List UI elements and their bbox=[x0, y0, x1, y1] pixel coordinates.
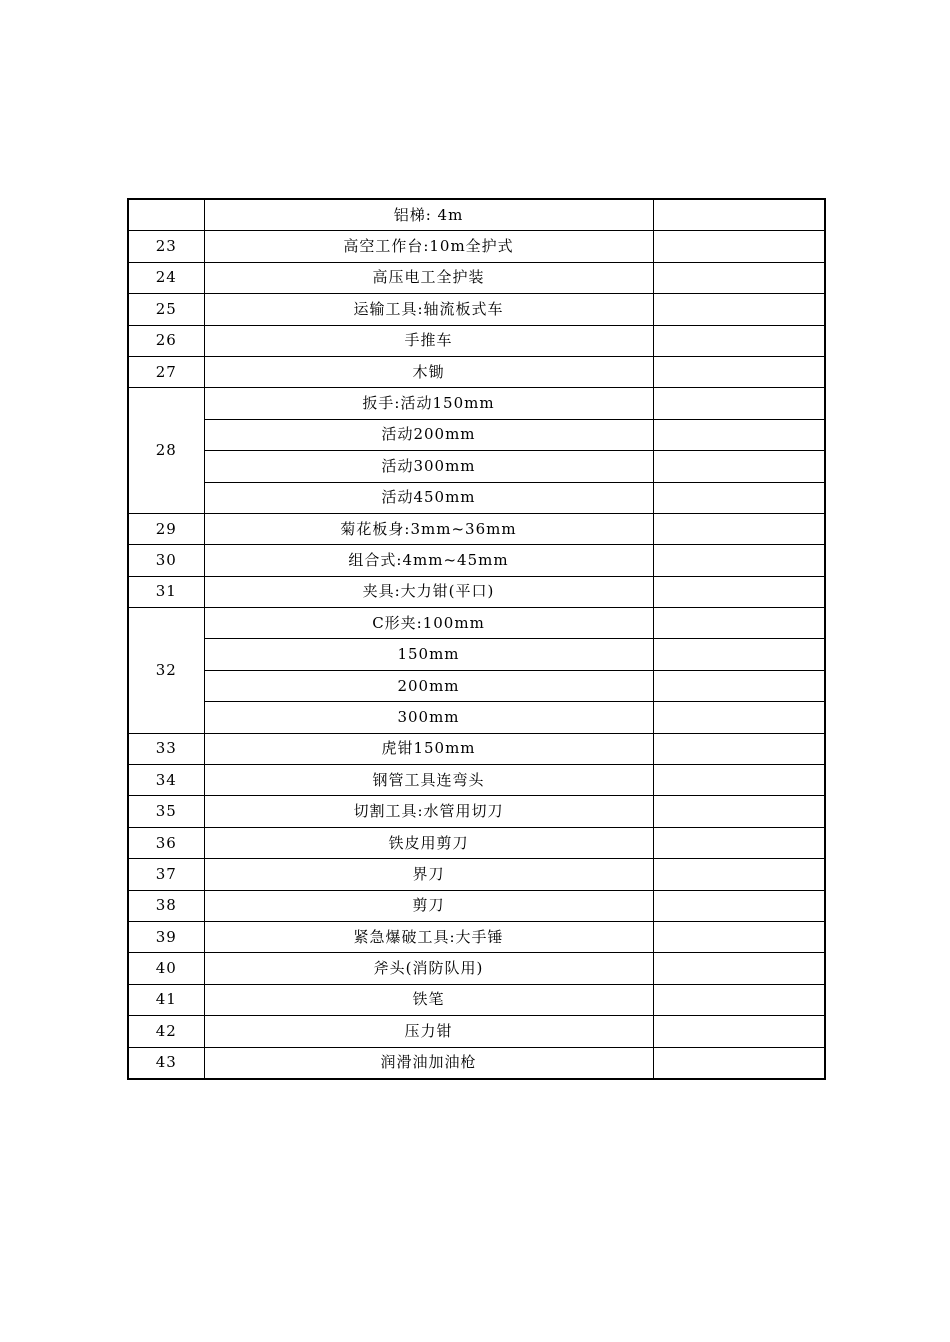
row-number-cell: 33 bbox=[128, 733, 204, 764]
tools-table-body bbox=[128, 199, 825, 1079]
row-number-cell: 35 bbox=[128, 796, 204, 827]
note-cell bbox=[653, 262, 825, 293]
note-cell bbox=[653, 953, 825, 984]
row-number-cell: 30 bbox=[128, 545, 204, 576]
row-number-cell: 38 bbox=[128, 890, 204, 921]
table-row bbox=[128, 482, 825, 513]
table-row bbox=[128, 921, 825, 952]
note-cell bbox=[653, 859, 825, 890]
table-row bbox=[128, 513, 825, 544]
note-cell bbox=[653, 1016, 825, 1047]
table-row bbox=[128, 733, 825, 764]
note-cell bbox=[653, 670, 825, 701]
table-row bbox=[128, 890, 825, 921]
row-number-cell: 27 bbox=[128, 356, 204, 387]
row-number-cell: 29 bbox=[128, 513, 204, 544]
item-name-cell: 运输工具:轴流板式车 bbox=[204, 294, 653, 325]
item-name-cell: 斧头(消防队用) bbox=[204, 953, 653, 984]
item-name-cell: 扳手:活动150mm bbox=[204, 388, 653, 419]
note-cell bbox=[653, 765, 825, 796]
table-row bbox=[128, 419, 825, 450]
row-number-cell: 28 bbox=[128, 388, 204, 514]
note-cell bbox=[653, 890, 825, 921]
table-row bbox=[128, 294, 825, 325]
table-row bbox=[128, 262, 825, 293]
row-number-cell: 42 bbox=[128, 1016, 204, 1047]
note-cell bbox=[653, 199, 825, 231]
table-row bbox=[128, 608, 825, 639]
table-row bbox=[128, 231, 825, 262]
table-row bbox=[128, 827, 825, 858]
row-number-cell: 24 bbox=[128, 262, 204, 293]
table-row bbox=[128, 199, 825, 231]
row-number-cell: 32 bbox=[128, 608, 204, 734]
note-cell bbox=[653, 921, 825, 952]
table-row bbox=[128, 639, 825, 670]
item-name-cell: 手推车 bbox=[204, 325, 653, 356]
row-number-cell: 25 bbox=[128, 294, 204, 325]
item-name-cell: 菊花板身:3mm~36mm bbox=[204, 513, 653, 544]
note-cell bbox=[653, 796, 825, 827]
table-row bbox=[128, 388, 825, 419]
item-name-cell: 高压电工全护装 bbox=[204, 262, 653, 293]
note-cell bbox=[653, 231, 825, 262]
note-cell bbox=[653, 294, 825, 325]
item-name-cell: 铁笔 bbox=[204, 984, 653, 1015]
note-cell bbox=[653, 356, 825, 387]
item-name-cell: 切割工具:水管用切刀 bbox=[204, 796, 653, 827]
table-row bbox=[128, 859, 825, 890]
item-name-cell: 200mm bbox=[204, 670, 653, 701]
row-number-cell: 23 bbox=[128, 231, 204, 262]
table-row bbox=[128, 984, 825, 1015]
item-name-cell: 钢管工具连弯头 bbox=[204, 765, 653, 796]
item-name-cell: 润滑油加油枪 bbox=[204, 1047, 653, 1079]
row-number-cell: 40 bbox=[128, 953, 204, 984]
table-row bbox=[128, 1016, 825, 1047]
row-number-cell: 26 bbox=[128, 325, 204, 356]
item-name-cell: 压力钳 bbox=[204, 1016, 653, 1047]
note-cell bbox=[653, 576, 825, 607]
row-number-cell: 36 bbox=[128, 827, 204, 858]
item-name-cell: 夹具:大力钳(平口) bbox=[204, 576, 653, 607]
table-row bbox=[128, 451, 825, 482]
table-row bbox=[128, 576, 825, 607]
note-cell bbox=[653, 702, 825, 733]
item-name-cell: 300mm bbox=[204, 702, 653, 733]
note-cell bbox=[653, 733, 825, 764]
note-cell bbox=[653, 388, 825, 419]
table-row bbox=[128, 953, 825, 984]
table-row bbox=[128, 325, 825, 356]
note-cell bbox=[653, 984, 825, 1015]
item-name-cell: 铁皮用剪刀 bbox=[204, 827, 653, 858]
item-name-cell: 虎钳150mm bbox=[204, 733, 653, 764]
item-name-cell: 紧急爆破工具:大手锤 bbox=[204, 921, 653, 952]
table-row bbox=[128, 796, 825, 827]
item-name-cell: 高空工作台:10m全护式 bbox=[204, 231, 653, 262]
row-number-cell: 34 bbox=[128, 765, 204, 796]
row-number-cell: 39 bbox=[128, 921, 204, 952]
note-cell bbox=[653, 482, 825, 513]
row-number-cell: 43 bbox=[128, 1047, 204, 1079]
item-name-cell: 组合式:4mm~45mm bbox=[204, 545, 653, 576]
note-cell bbox=[653, 513, 825, 544]
item-name-cell: 剪刀 bbox=[204, 890, 653, 921]
item-name-cell: 界刀 bbox=[204, 859, 653, 890]
row-number-cell bbox=[128, 199, 204, 231]
table-row bbox=[128, 670, 825, 701]
table-row bbox=[128, 765, 825, 796]
row-number-cell: 41 bbox=[128, 984, 204, 1015]
row-number-cell: 31 bbox=[128, 576, 204, 607]
table-row bbox=[128, 702, 825, 733]
row-number-cell: 37 bbox=[128, 859, 204, 890]
table-row bbox=[128, 1047, 825, 1079]
tools-table bbox=[127, 198, 826, 1080]
item-name-cell: 活动300mm bbox=[204, 451, 653, 482]
item-name-cell: 铝梯: 4m bbox=[204, 199, 653, 231]
table-row bbox=[128, 356, 825, 387]
item-name-cell: C形夹:100mm bbox=[204, 608, 653, 639]
note-cell bbox=[653, 545, 825, 576]
item-name-cell: 木锄 bbox=[204, 356, 653, 387]
note-cell bbox=[653, 419, 825, 450]
note-cell bbox=[653, 608, 825, 639]
item-name-cell: 活动200mm bbox=[204, 419, 653, 450]
note-cell bbox=[653, 325, 825, 356]
note-cell bbox=[653, 451, 825, 482]
item-name-cell: 活动450mm bbox=[204, 482, 653, 513]
note-cell bbox=[653, 639, 825, 670]
table-row bbox=[128, 545, 825, 576]
note-cell bbox=[653, 827, 825, 858]
note-cell bbox=[653, 1047, 825, 1079]
item-name-cell: 150mm bbox=[204, 639, 653, 670]
